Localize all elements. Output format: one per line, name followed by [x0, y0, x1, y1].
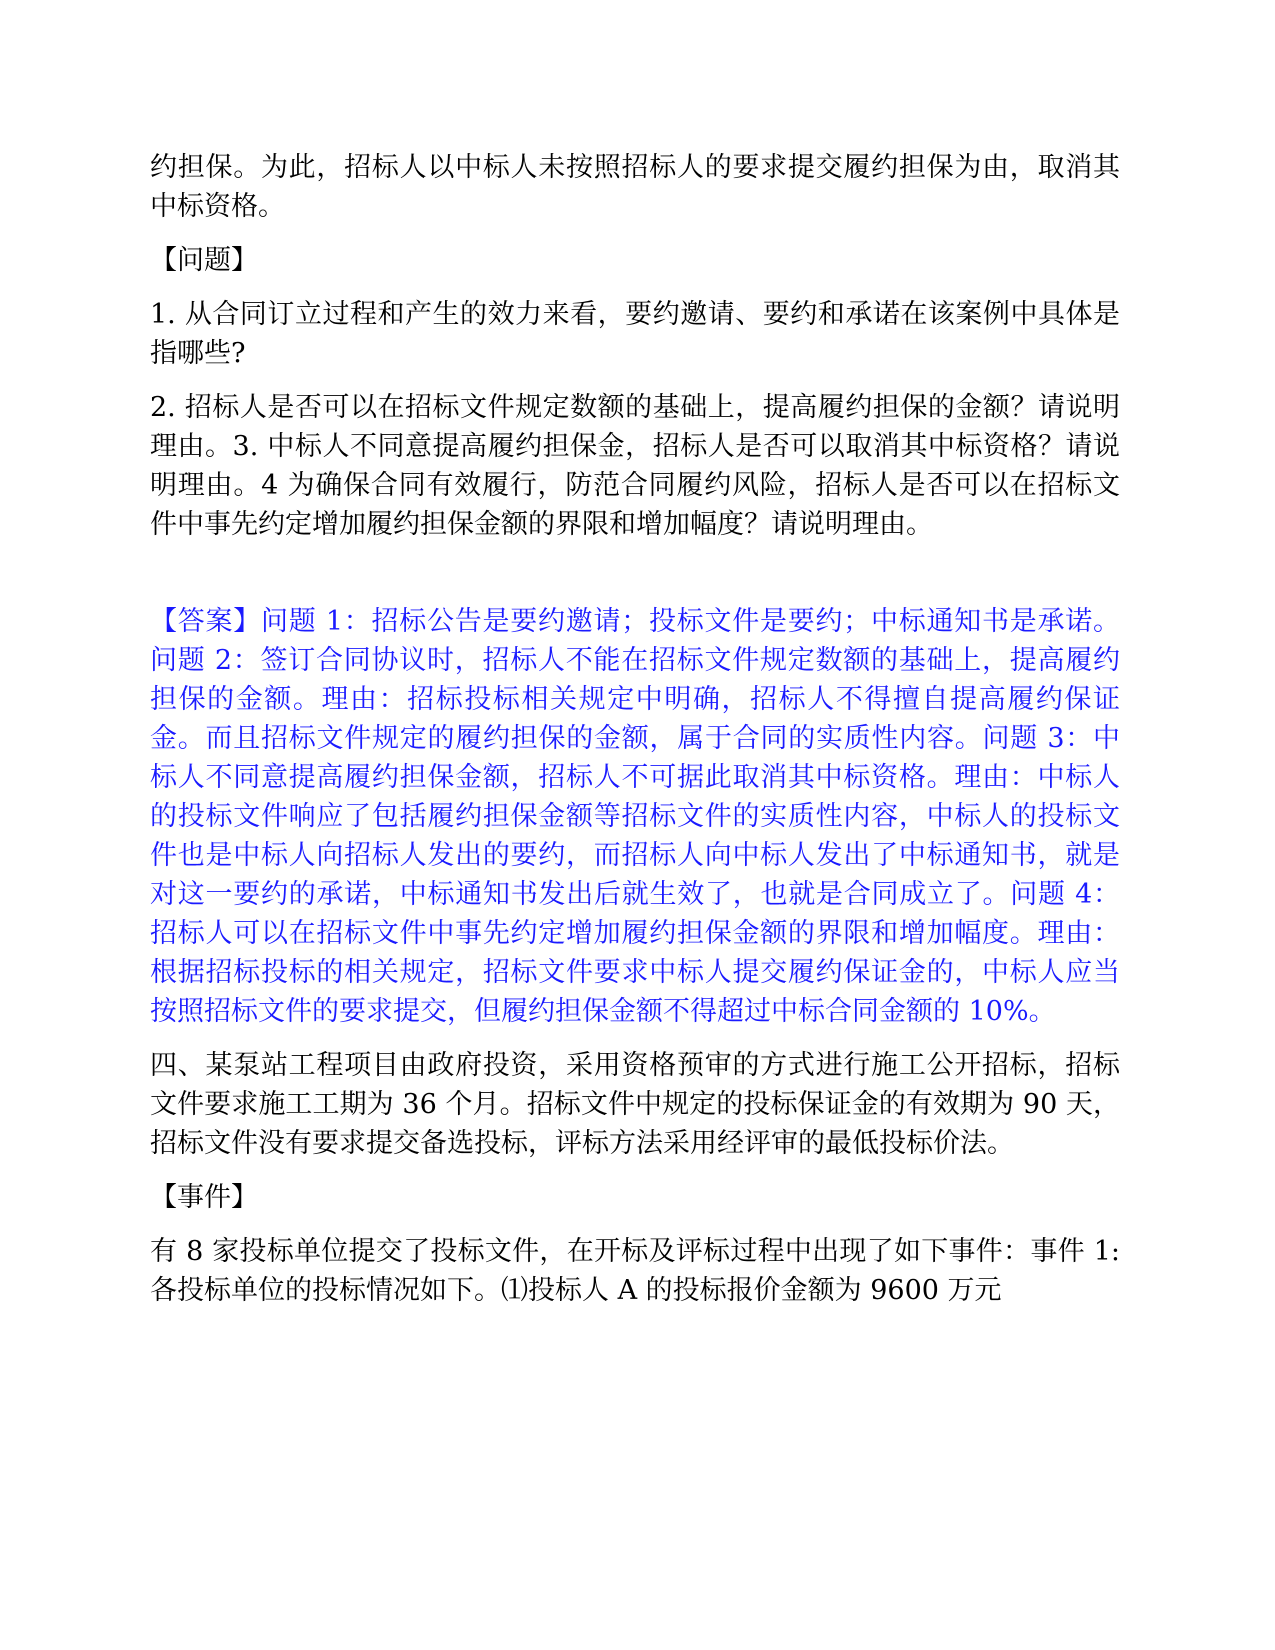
paragraph-intro: 约担保。为此，招标人以中标人未按照招标人的要求提交履约担保为由，取消其中标资格。 — [150, 152, 1120, 222]
events-paragraph: 有 8 家投标单位提交了投标文件，在开标及评标过程中出现了如下事件：事件 1:各投标单位的投标情况如下。⑴投标人 A 的投标报价金额为 9600 万元 — [150, 1236, 1120, 1306]
questions-2-4: 2. 招标人是否可以在招标文件规定数额的基础上，提高履约担保的金额？请说明理由。3. 中标人不同意提高履约担保金，招标人是否可以取消其中标资格？请说明理由。4 为确保合同有效履行，防范合同履约风险，招标人是否可以在招标文件中事先约定增加履约担保金额的界限和增加幅度？请说明理由。 — [150, 392, 1120, 540]
answer-block: 【答案】问题 1：招标公告是要约邀请；投标文件是要约；中标通知书是承诺。问题 2：签订合同协议时，招标人不能在招标文件规定数额的基础上，提高履约担保的金额。理由：招标投标相关规定中明确，招标人不得擅自提高履约保证金。而且招标文件规定的履约担保的金额，属于合同的实质性内容。问题 3：中标人不同意提高履约担保金额，招标人不可据此取消其中标资格。理由：中标人的投标文件响应了包括履约担保金额等招标文件的实质性内容，中标人的投标文件也是中标人向招标人发出的要约，而招标人向中标人发出了中标通知书，就是对这一要约的承诺，中标通知书发出后就生效了，也就是合同成立了。问题 4：招标人可以在招标文件中事先约定增加履约担保金额的界限和增加幅度。理由：根据招标投标的相关规定，招标文件要求中标人提交履约保证金的，中标人应当按照招标文件的要求提交，但履约担保金额不得超过中标合同金额的 10%。 — [150, 606, 1120, 1027]
heading-events: 【事件】 — [150, 1182, 258, 1213]
heading-questions: 【问题】 — [150, 245, 258, 276]
document-page — [150, 148, 1120, 1310]
question-1: 1. 从合同订立过程和产生的效力来看，要约邀请、要约和承诺在该案例中具体是指哪些? — [150, 299, 1120, 369]
case-four-intro: 四、某泵站工程项目由政府投资，采用资格预审的方式进行施工公开招标，招标文件要求施工工期为 36 个月。招标文件中规定的投标保证金的有效期为 90 天，招标文件没有要求提交备选投标，评标方法采用经评审的最低投标价法。 — [150, 1050, 1120, 1159]
